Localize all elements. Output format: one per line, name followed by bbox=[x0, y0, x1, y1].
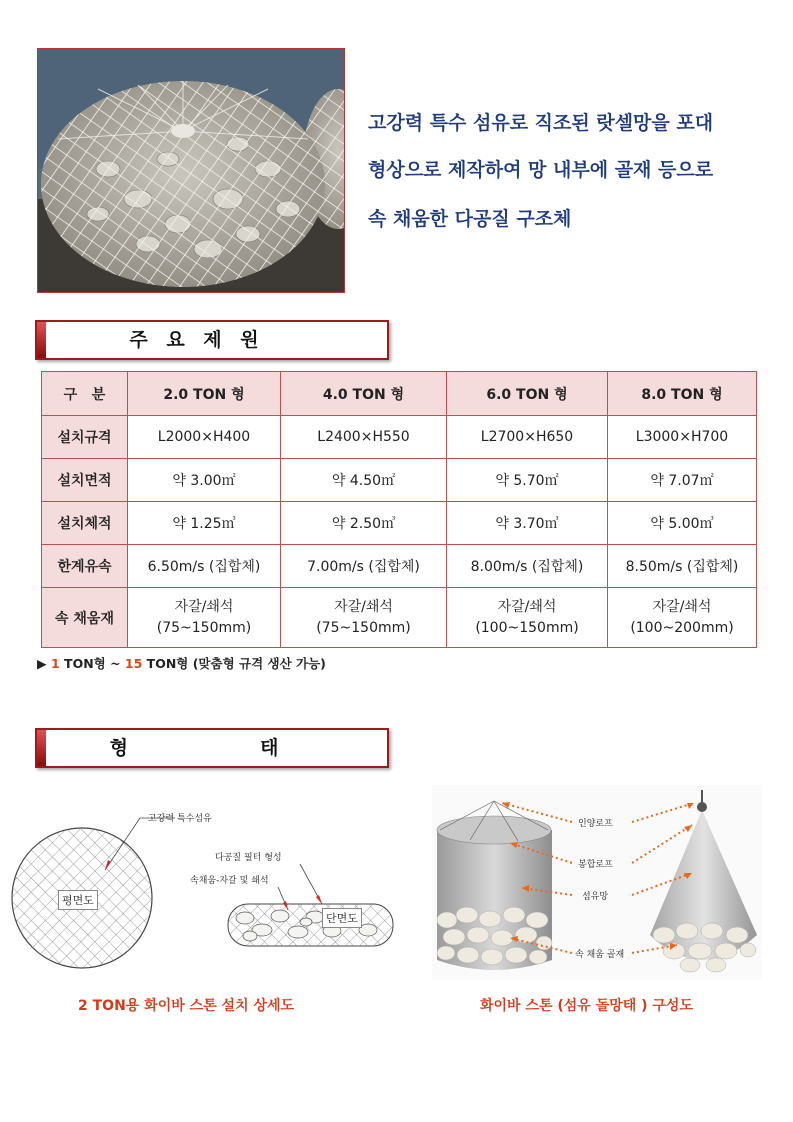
spec-section-header bbox=[35, 320, 389, 360]
table-cell: 자갈/쇄석 (100~150mm) bbox=[447, 588, 608, 648]
table-cell: 자갈/쇄석 (75~150mm) bbox=[128, 588, 281, 648]
table-cell: 약 3.00㎡ bbox=[128, 459, 281, 502]
note-mid: TON형 ~ bbox=[59, 656, 125, 671]
table-cell: 약 2.50㎥ bbox=[281, 502, 447, 545]
table-cell: 자갈/쇄석 (100~200mm) bbox=[608, 588, 757, 648]
table-cell: L2000×H400 bbox=[128, 416, 281, 459]
table-header: 6.0 TON 형 bbox=[447, 372, 608, 416]
table-cell: 자갈/쇄석 (75~150mm) bbox=[281, 588, 447, 648]
product-photo bbox=[37, 48, 345, 293]
table-row bbox=[42, 545, 757, 588]
table-row bbox=[42, 459, 757, 502]
spec-table bbox=[41, 371, 757, 648]
left-diagram bbox=[10, 800, 400, 980]
label-fiber: 고강력 특수섬유 bbox=[148, 814, 212, 824]
label-fiber-net: 섬유망 bbox=[582, 892, 609, 902]
table-cell: 7.00m/s (집합체) bbox=[281, 545, 447, 588]
table-cell: 약 5.70㎡ bbox=[447, 459, 608, 502]
table-row bbox=[42, 416, 757, 459]
table-cell: 약 5.00㎥ bbox=[608, 502, 757, 545]
note-max: 15 bbox=[124, 656, 143, 671]
row-label: 속 채움재 bbox=[42, 588, 128, 648]
table-header: 2.0 TON 형 bbox=[128, 372, 281, 416]
label-filter: 다공질 필터 형성 bbox=[215, 853, 282, 863]
table-cell: L3000×H700 bbox=[608, 416, 757, 459]
table-row bbox=[42, 502, 757, 545]
table-header: 구 분 bbox=[42, 372, 128, 416]
arrow-right-icon: ▶ bbox=[37, 656, 47, 671]
table-header: 8.0 TON 형 bbox=[608, 372, 757, 416]
intro-line-3: 속 채움한 다공질 구조체 bbox=[368, 208, 572, 230]
right-diagram bbox=[432, 785, 762, 980]
row-label: 한계유속 bbox=[42, 545, 128, 588]
table-cell: 약 1.25㎥ bbox=[128, 502, 281, 545]
table-cell: 8.50m/s (집합체) bbox=[608, 545, 757, 588]
label-lift-rope: 인양로프 bbox=[578, 819, 613, 829]
table-cell: 약 3.70㎥ bbox=[447, 502, 608, 545]
row-label: 설치규격 bbox=[42, 416, 128, 459]
table-cell: 8.00m/s (집합체) bbox=[447, 545, 608, 588]
table-cell: 약 4.50㎡ bbox=[281, 459, 447, 502]
label-fill: 속채움-자갈 및 쇄석 bbox=[190, 876, 269, 886]
table-cell: 약 7.07㎡ bbox=[608, 459, 757, 502]
note-rest: TON형 (맞춤형 규격 생산 가능) bbox=[142, 656, 326, 671]
form-section-title: 형 태 bbox=[109, 737, 285, 759]
form-section-header bbox=[35, 728, 389, 768]
intro-line-1: 고강력 특수 섬유로 직조된 랏셀망을 포대 bbox=[368, 112, 714, 134]
intro-line-2: 형상으로 제작하여 망 내부에 골재 등으로 bbox=[368, 159, 714, 181]
table-header-row bbox=[42, 372, 757, 416]
note-min: 1 bbox=[50, 656, 60, 671]
label-fill-aggregate: 속 채움 골재 bbox=[575, 950, 625, 960]
left-caption: 2 TON용 화이바 스톤 설치 상세도 bbox=[78, 998, 295, 1014]
row-label: 설치면적 bbox=[42, 459, 128, 502]
label-plan: 평면도 bbox=[58, 890, 98, 910]
row-label: 설치체적 bbox=[42, 502, 128, 545]
table-cell: L2700×H650 bbox=[447, 416, 608, 459]
table-cell: 6.50m/s (집합체) bbox=[128, 545, 281, 588]
label-section: 단면도 bbox=[322, 908, 362, 928]
label-seal-rope: 봉합로프 bbox=[578, 860, 613, 870]
spec-section-title: 주 요 제 원 bbox=[129, 329, 265, 351]
table-cell: L2400×H550 bbox=[281, 416, 447, 459]
right-caption: 화이바 스톤 (섬유 돌망태 ) 구성도 bbox=[480, 998, 693, 1014]
table-row bbox=[42, 588, 757, 648]
size-note bbox=[37, 654, 326, 672]
table-header: 4.0 TON 형 bbox=[281, 372, 447, 416]
